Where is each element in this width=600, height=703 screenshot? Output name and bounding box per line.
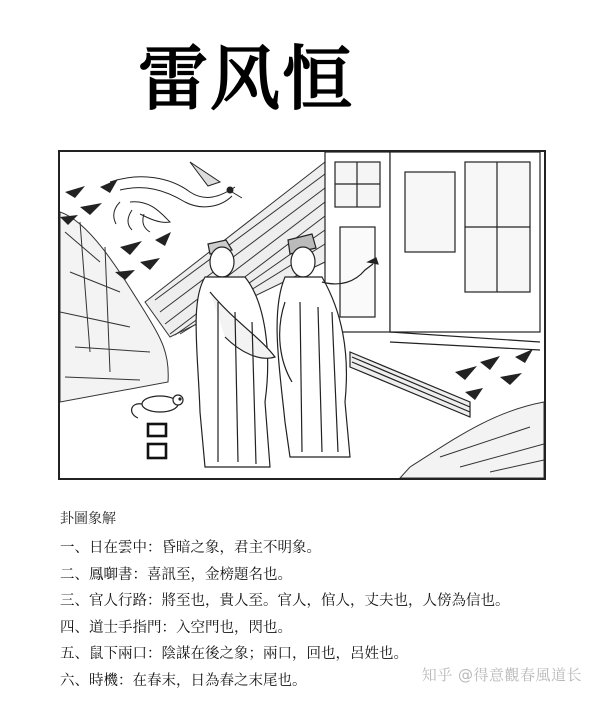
hexagram-illustration <box>58 150 546 480</box>
list-item: 四、道士手指門：入空門也，閃也。 <box>60 619 292 636</box>
page-title: 雷风恒 <box>138 38 354 120</box>
bamboo-right-icon <box>455 349 533 400</box>
rat-icon <box>132 395 183 418</box>
list-item: 二、鳳啣書：喜訊至，金榜題名也。 <box>60 566 292 583</box>
two-mouths-icon <box>148 424 166 458</box>
list-item: 五、鼠下兩口：陰謀在後之象；兩口，回也，呂姓也。 <box>60 646 408 662</box>
phoenix-icon <box>110 162 242 232</box>
list-item: 三、官人行路：將至也，貴人至。官人，倌人，丈夫也，人傍為信也。 <box>60 593 510 609</box>
list-item: 一、日在雲中：昏暗之象，君主不明象。 <box>60 540 321 556</box>
watermark: 知乎 @得意觀春風道长 <box>421 666 582 684</box>
hill-right <box>400 402 544 478</box>
section-heading: 卦圖象解 <box>60 511 116 527</box>
list-item: 六、時機：在春末，日為春之末尾也。 <box>60 672 307 689</box>
